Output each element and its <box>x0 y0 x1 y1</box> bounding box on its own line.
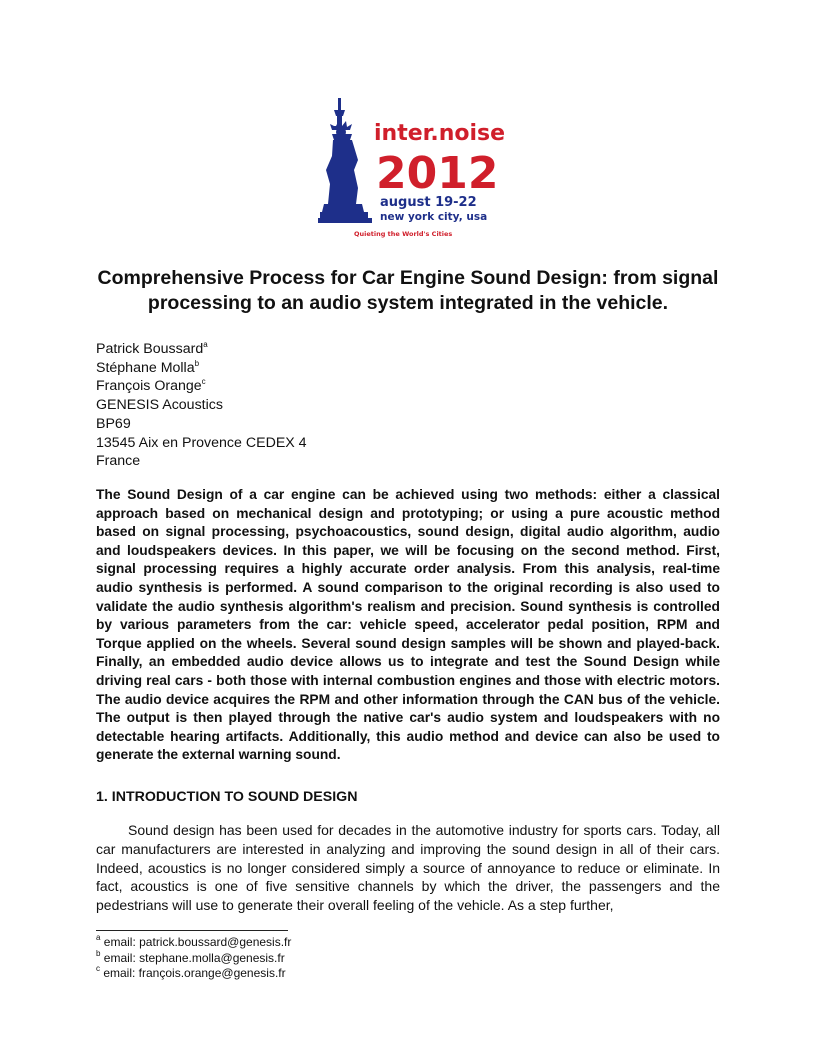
footnote-mark: c <box>96 964 100 973</box>
affiliation-mark: a <box>203 340 208 349</box>
logo-tagline: Quieting the World's Cities <box>354 230 453 238</box>
footnote-mark: a <box>96 933 101 942</box>
abstract: The Sound Design of a car engine can be achieved using two methods: either a classical approach based on mechanical design and prototyping; or using a pure acoustic method based on signal processing, psychoacoustics, sound design, digital audio algorithm, audio and loudspeakers devices. In this paper, we will be focusing on the second method. First, signal processing requires a highly accurate order analysis. From this analysis, real-time audio synthesis is performed. A sound comparison to the original recording is also used to validate the audio synthesis algorithm's realism and precision. Sound synthesis is controlled by various parameters from the car: vehicle speed, accelerator pedal position, RPM and Torque applied on the wheels. Several sound design samples will be shown and played-back. Finally, an embedded audio device allows us to integrate and test the Sound Design while driving real cars - both those with internal combustion engines and those with electric motors. The audio device acquires the RPM and other information through the CAN bus of the vehicle. The output is then played through the native car's audio system and loudspeakers with no detectable hearing artifacts. Additionally, this audio method and device can also be used to generate the external warning sound. <box>96 487 720 763</box>
footnote <box>96 948 291 967</box>
footnote-divider <box>96 930 288 931</box>
author-name: Stéphane Molla <box>96 359 195 376</box>
affiliation-mark: c <box>201 377 206 387</box>
affiliation-line: BP69 <box>96 415 131 432</box>
author-1 <box>96 340 496 359</box>
footnote-text: email: françois.orange@genesis.fr <box>100 966 286 980</box>
footnote-text: email: stephane.molla@genesis.fr <box>100 950 285 965</box>
footnote <box>96 966 291 982</box>
footnote-text: email: patrick.boussard@genesis.fr <box>100 935 292 949</box>
title-line-1: Comprehensive Process for Car Engine Sound Design: from signal <box>97 267 719 289</box>
logo-dates: august 19-22 <box>380 195 477 210</box>
logo-year: 2012 <box>376 148 499 199</box>
author-2 <box>96 359 496 378</box>
logo-brand: inter.noise <box>374 121 506 146</box>
author-3 <box>96 377 496 396</box>
statue-of-liberty-icon <box>318 96 508 242</box>
affiliation-line: France <box>96 453 141 470</box>
paper-title <box>80 266 736 316</box>
footnote <box>96 935 291 951</box>
author-name: Patrick Boussard <box>96 341 204 357</box>
title-line-2: processing to an audio system integrated in the vehicle. <box>147 292 669 314</box>
section-body: Sound design has been used for decades in the automotive industry for sports cars. Today, all car manufacturers are interested in analyzing and improving the sound design in all of their cars. Indeed, acoustics is no longer considered simply a source of annoyance to reduce or eliminate. In fact, acoustics is one of five sensitive channels by which the driver, the passengers and the pedestrians will use to generate their overall feeling of the vehicle. As a step further, <box>96 822 720 914</box>
author-block <box>96 340 496 471</box>
section-heading: 1. INTRODUCTION TO SOUND DESIGN <box>96 789 358 805</box>
affiliation-line: GENESIS Acoustics <box>96 397 223 414</box>
footnotes <box>96 935 291 982</box>
author-name: François Orange <box>96 378 202 395</box>
logo-city: new york city, usa <box>380 211 488 223</box>
footnote-mark: b <box>96 948 101 958</box>
affiliation-mark: b <box>194 358 200 368</box>
affiliation-line: 13545 Aix en Provence CEDEX 4 <box>96 434 307 451</box>
conference-logo <box>318 96 508 242</box>
